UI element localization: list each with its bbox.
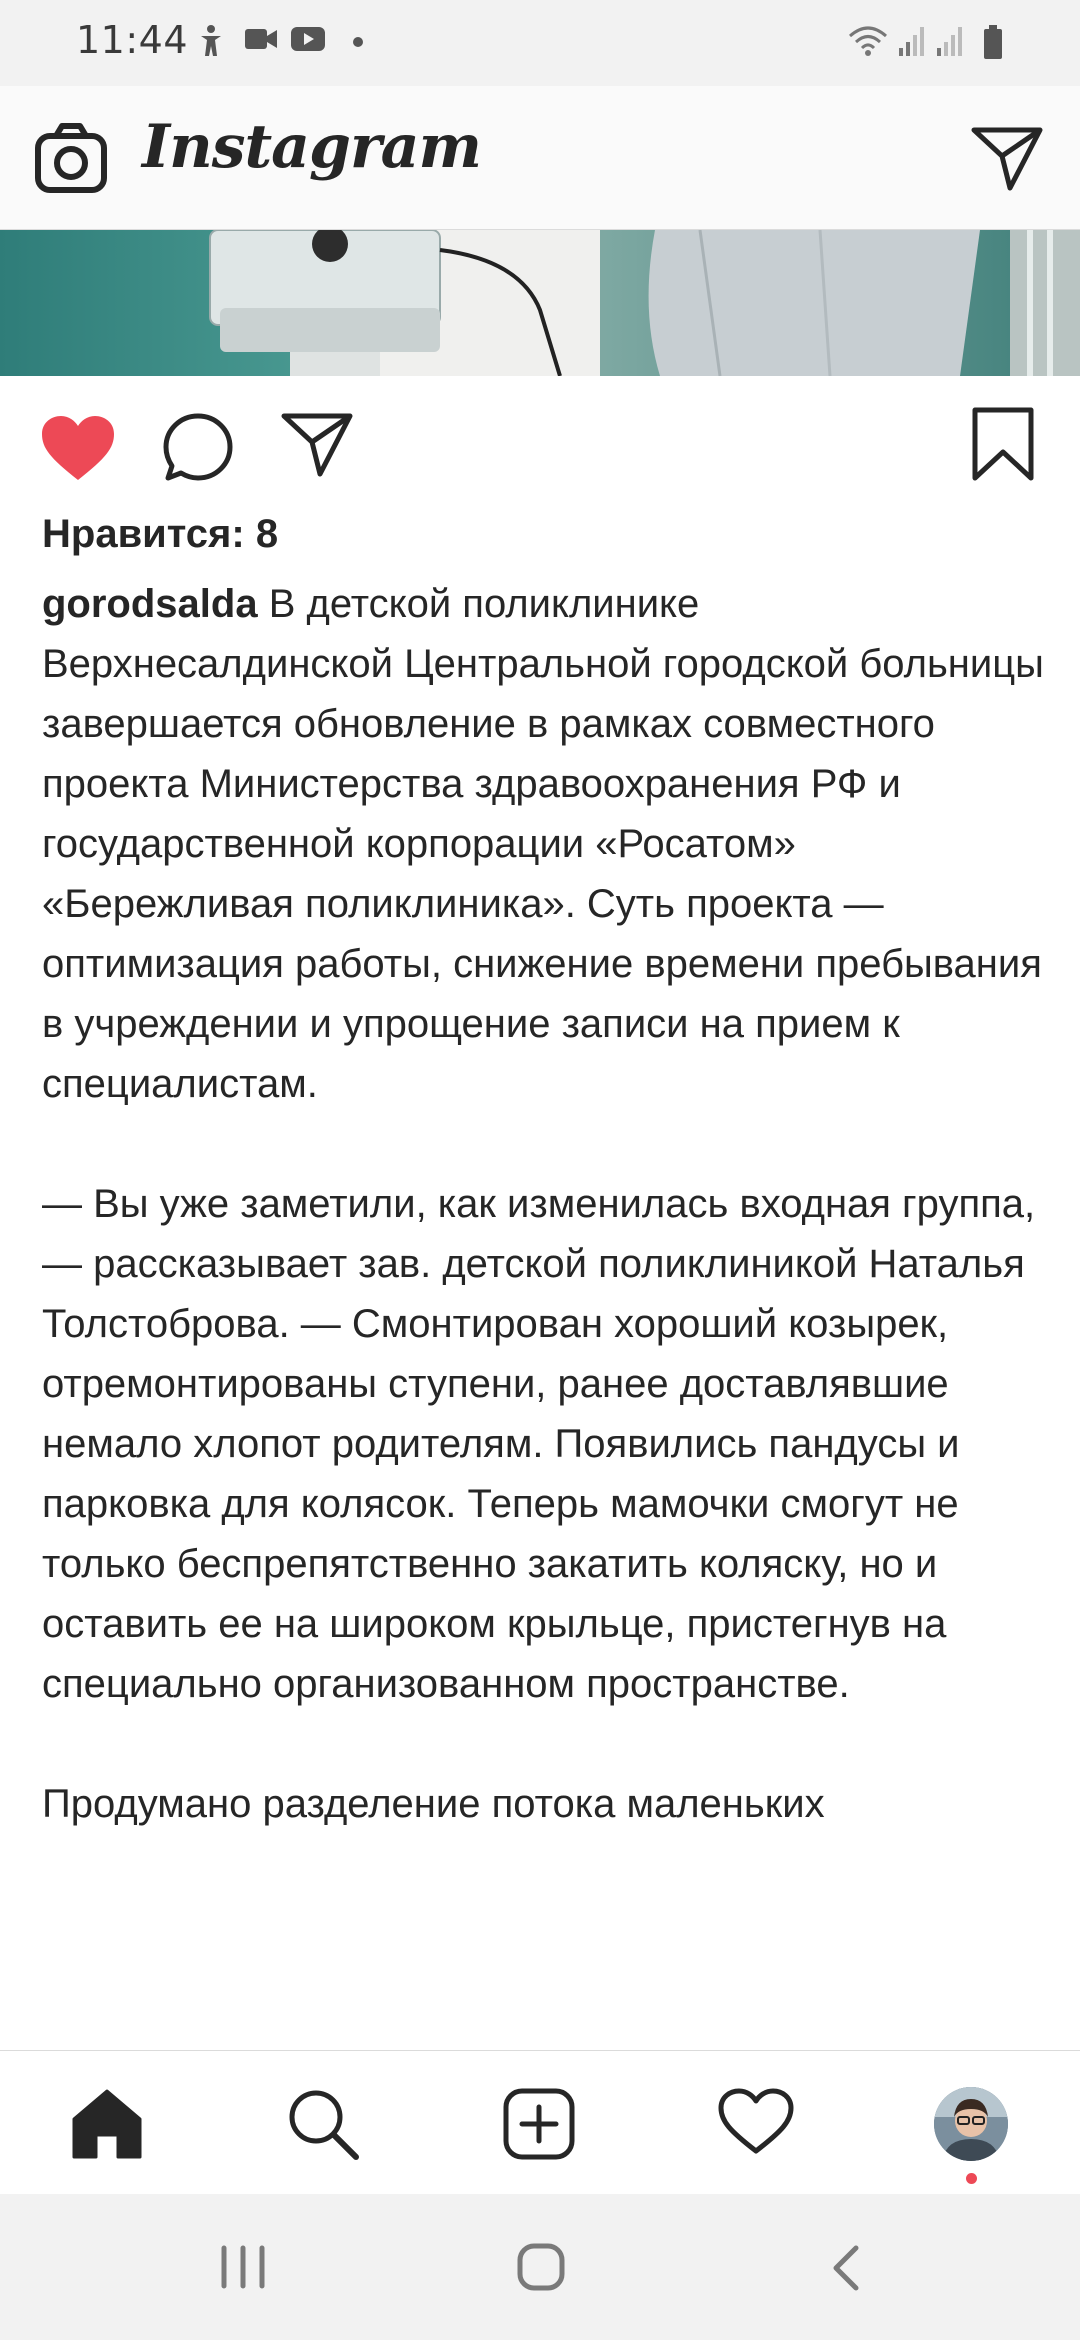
post-caption bbox=[42, 574, 1052, 1834]
caption-text: В детской поликлинике Верхнесалдинской Центральной городской больницы завершается обновление в рамках совместного проекта Министерства здравоохранения РФ и государственной корпорации «Росатом» «Бережливая поликлиника». Суть проекта — оптимизация работы, снижение времени пребывания в учреждении и упрощение записи на прием к специалистам. — Вы уже заметили, как изменилась входная группа, — рассказывает зав. детской поликлиникой Наталья Толстоброва. — Смонтирован хороший козырек, отремонтированы ступени, ранее доставлявшие немало хлопот родителям. Появились пандусы и парковка для колясок. Теперь мамочки смогут не только беспрепятственно закатить коляску, но и оставить ее на широком крыльце, пристегнув на специально организованном пространстве. Продумано разделение потока маленьких bbox=[42, 582, 1044, 1826]
signal-icon bbox=[898, 24, 926, 58]
status-time: 11:44 bbox=[76, 18, 189, 62]
post-image[interactable] bbox=[0, 230, 1080, 376]
dot-icon bbox=[352, 36, 364, 48]
bookmark-icon[interactable] bbox=[970, 406, 1036, 482]
instagram-logo: Instagram bbox=[142, 112, 481, 182]
post-actions bbox=[0, 376, 1080, 516]
signal-icon bbox=[936, 24, 964, 58]
home-button-icon[interactable] bbox=[516, 2242, 566, 2292]
status-bar bbox=[0, 0, 1080, 86]
activity-icon[interactable] bbox=[718, 2087, 794, 2157]
new-post-icon[interactable] bbox=[502, 2087, 576, 2161]
likes-count[interactable]: Нравится: 8 bbox=[42, 512, 279, 556]
notification-dot bbox=[966, 2173, 977, 2184]
direct-message-icon[interactable] bbox=[970, 126, 1044, 192]
post-photo bbox=[0, 230, 1080, 376]
system-navigation-bar bbox=[0, 2194, 1080, 2340]
app-header bbox=[0, 86, 1080, 230]
home-icon[interactable] bbox=[70, 2087, 144, 2161]
video-call-icon bbox=[244, 24, 278, 54]
recent-apps-icon[interactable] bbox=[218, 2244, 268, 2290]
youtube-icon bbox=[290, 24, 326, 54]
like-heart-icon[interactable] bbox=[40, 414, 116, 482]
wifi-icon bbox=[848, 24, 888, 58]
share-icon[interactable] bbox=[280, 412, 354, 478]
search-icon[interactable] bbox=[286, 2087, 360, 2161]
accessibility-icon bbox=[196, 24, 226, 58]
comment-icon[interactable] bbox=[162, 412, 234, 484]
camera-icon[interactable] bbox=[34, 122, 108, 194]
battery-icon bbox=[982, 24, 1004, 60]
back-icon[interactable] bbox=[826, 2244, 866, 2292]
post-username[interactable]: gorodsalda bbox=[42, 582, 258, 626]
profile-avatar[interactable] bbox=[934, 2087, 1008, 2161]
avatar-image bbox=[934, 2087, 1008, 2161]
bottom-navigation bbox=[0, 2050, 1080, 2194]
